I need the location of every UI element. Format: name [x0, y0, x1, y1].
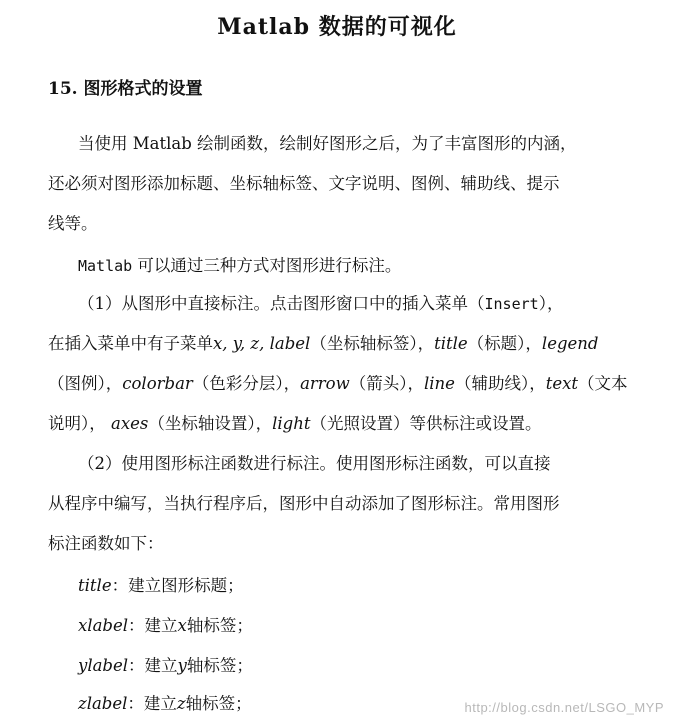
p3-l4-post: （光照设置）等供标注或设置。 [310, 414, 542, 433]
paragraph4-line3: 标注函数如下： [48, 534, 164, 553]
p3-l3-arrow: arrow [300, 374, 350, 393]
p3-l3-mid2: （箭头）， [349, 374, 424, 393]
paragraph1-line3: 线等。 [48, 214, 98, 233]
function-var: x [177, 616, 187, 635]
p3-l2-mid2: （标题）， [467, 334, 542, 353]
p3-l2-mid1: （坐标轴标签）， [310, 334, 435, 353]
function-sep: ： [127, 694, 144, 713]
document-title: Matlab 数据的可视化 [217, 14, 457, 40]
p3-l3-colorbar: colorbar [122, 374, 193, 393]
function-desc-post: 轴标签； [185, 694, 252, 713]
function-name: ylabel [78, 656, 129, 675]
function-item-zlabel [78, 692, 252, 716]
p3-l3-post: （文本 [578, 374, 628, 393]
p3-l3-pre: （图例）， [48, 374, 123, 393]
p3-l1-insert: Insert [484, 295, 539, 313]
function-name: xlabel [78, 616, 129, 635]
p3-l4-mid1: （坐标轴设置）， [148, 414, 273, 433]
paragraph3-line1 [78, 292, 563, 316]
paragraph3-line2 [48, 332, 598, 356]
watermark-url: http://blog.csdn.net/LSGO_MYP [464, 700, 664, 715]
function-name: zlabel [78, 694, 128, 713]
function-desc-post: 轴标签； [186, 656, 253, 675]
paragraph3-line3 [48, 372, 628, 396]
function-var: z [176, 694, 186, 713]
p3-l1-post: ）， [538, 294, 564, 313]
function-item-xlabel [78, 614, 253, 638]
p3-l3-line: line [423, 374, 455, 393]
paragraph1-line1: 当使用 Matlab 绘制函数，绘制好图形之后，为了丰富图形的内涵， [78, 134, 577, 153]
paragraph2-rest: 可以通过三种方式对图形进行标注。 [132, 256, 402, 275]
function-desc-pre: 建立 [144, 656, 178, 675]
function-name: title [78, 576, 112, 595]
p3-l4-light: light [272, 414, 311, 433]
function-desc: 建立图形标题； [128, 576, 244, 595]
function-item-ylabel [78, 654, 253, 678]
p3-l1-pre: （1）从图形中直接标注。点击图形窗口中的插入菜单（ [78, 294, 485, 313]
paragraph4-line2: 从程序中编写，当执行程序后，图形中自动添加了图形标注。常用图形 [48, 494, 560, 513]
p3-l3-mid1: （色彩分层）， [192, 374, 301, 393]
paragraph3-line4 [48, 412, 542, 436]
p3-l2-xyzlabel: x, y, z, label [213, 334, 311, 353]
function-item-title [78, 574, 244, 598]
paragraph2-matlab: Matlab [78, 257, 133, 275]
p3-l2-legend: legend [541, 334, 599, 353]
p3-l3-text: text [545, 374, 579, 393]
paragraph1-line2: 还必须对图形添加标题、坐标轴标签、文字说明、图例、辅助线、提示 [48, 174, 560, 193]
function-sep: ： [128, 616, 145, 635]
function-var: y [177, 656, 187, 675]
p3-l2-title: title [434, 334, 468, 353]
paragraph2-line [78, 254, 401, 278]
function-desc-pre: 建立 [143, 694, 177, 713]
function-sep: ： [128, 656, 145, 675]
paragraph4-line1: （2）使用图形标注函数进行标注。使用图形标注函数，可以直接 [78, 454, 551, 473]
section-heading: 15. 图形格式的设置 [48, 79, 203, 99]
function-desc-pre: 建立 [144, 616, 178, 635]
p3-l3-mid3: （辅助线）， [454, 374, 546, 393]
p3-l4-axes: axes [111, 414, 149, 433]
p3-l2-pre: 在插入菜单中有子菜单 [48, 334, 213, 353]
p3-l4-pre: 说明）， [48, 414, 106, 433]
function-desc-post: 轴标签； [186, 616, 253, 635]
function-sep: ： [111, 576, 129, 595]
